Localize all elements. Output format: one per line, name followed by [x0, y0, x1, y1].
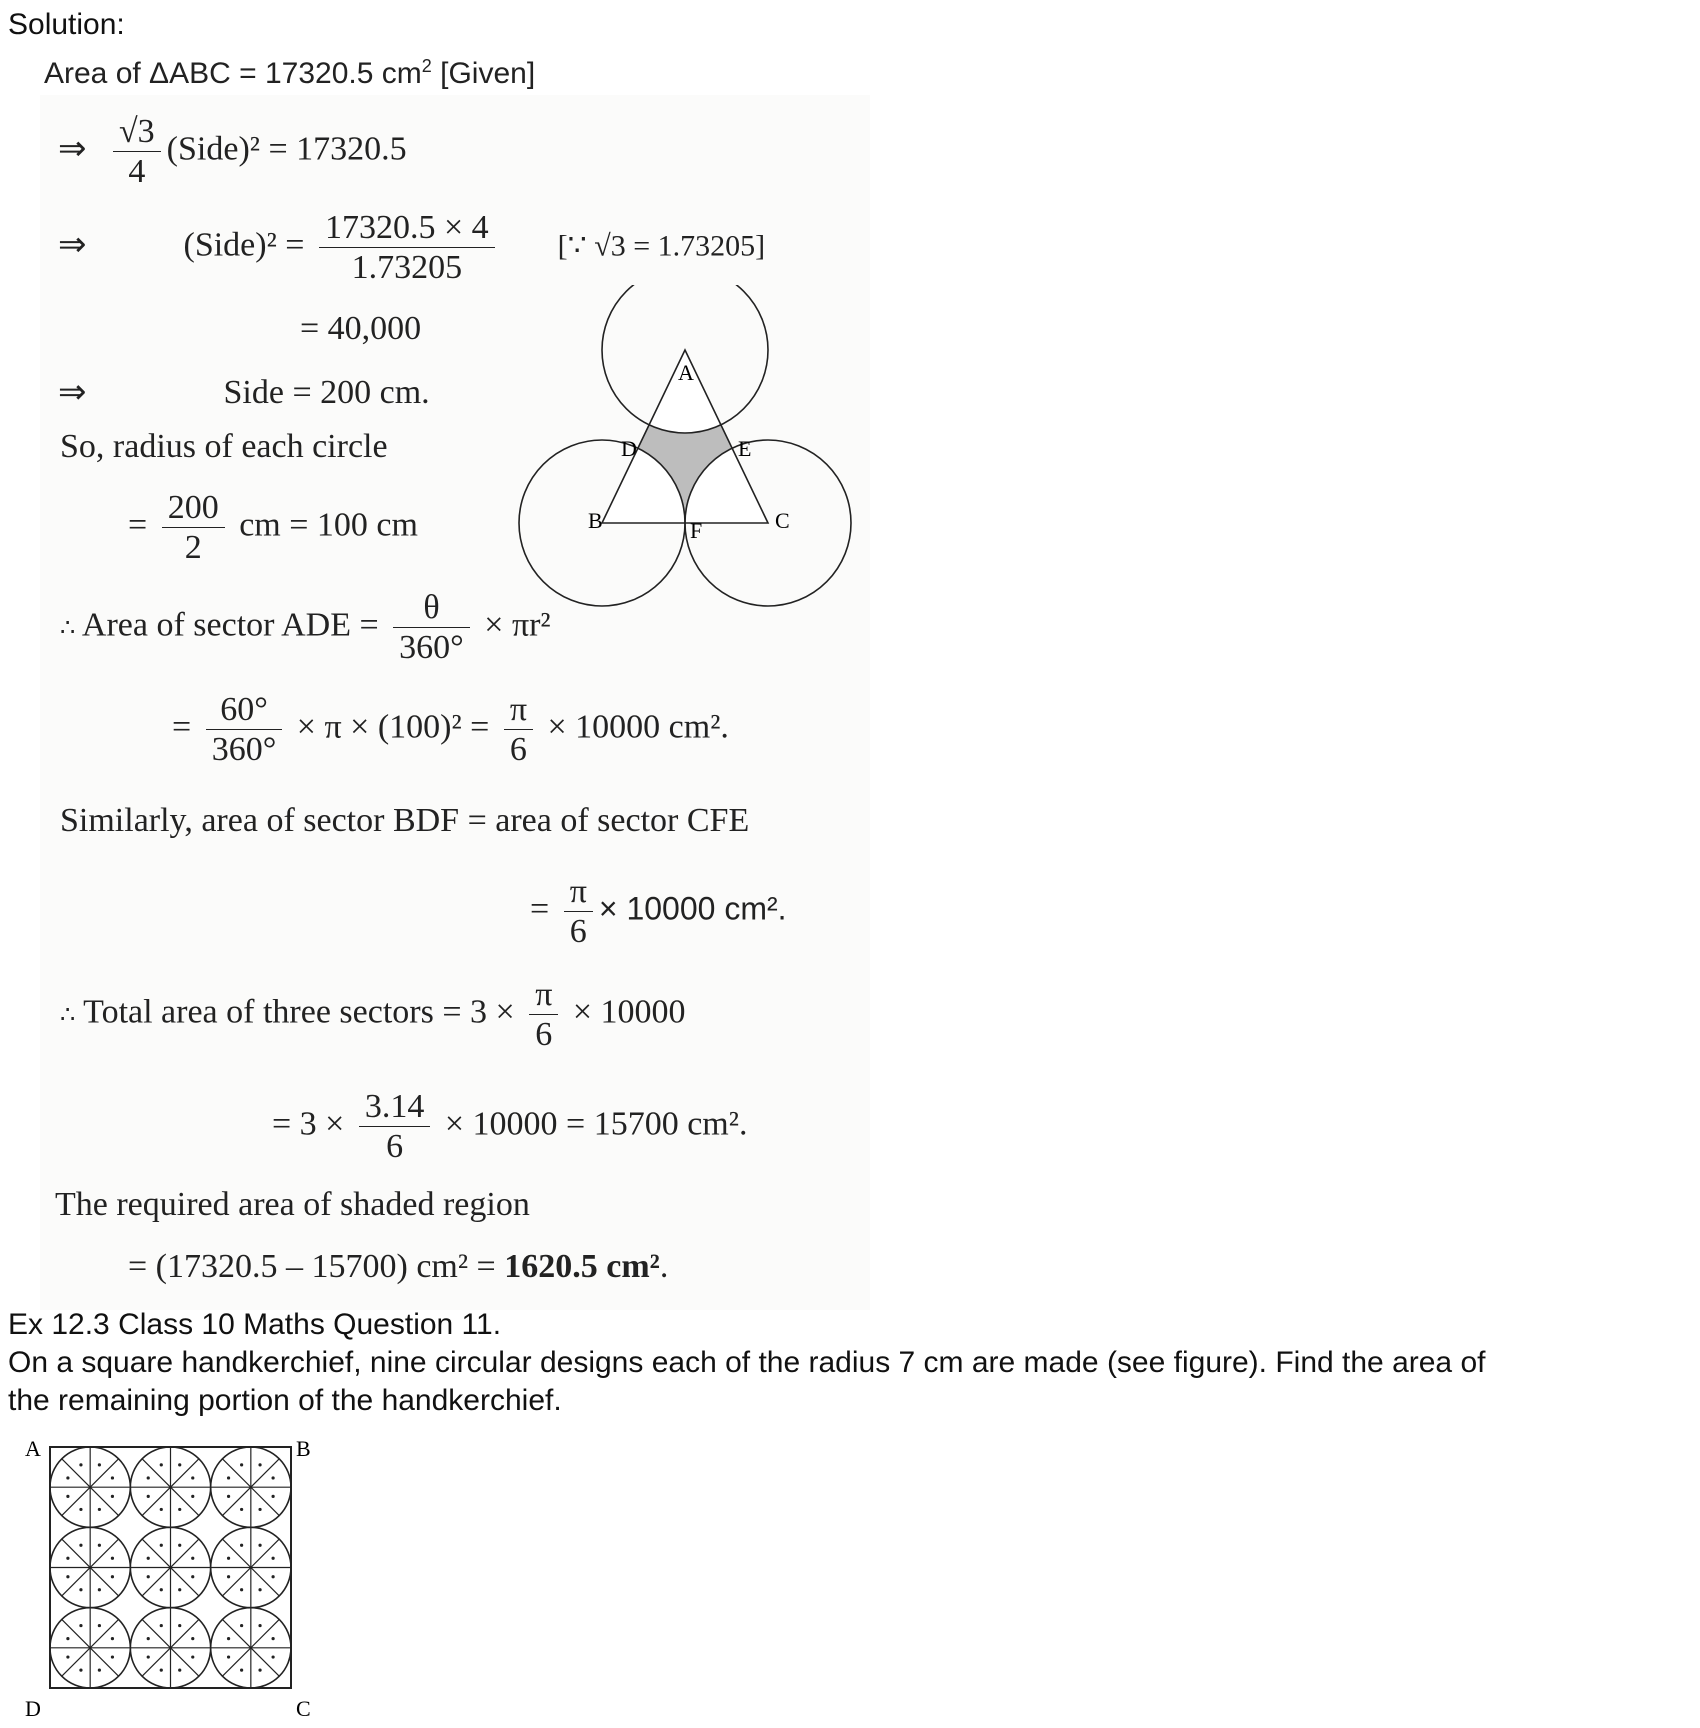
fraction-numerator: π [564, 872, 593, 912]
fraction-numerator: √3 [113, 112, 161, 152]
step-2 [58, 208, 765, 287]
design-dot [79, 1588, 82, 1591]
given-text: Area of ΔABC = 17320.5 cm [44, 57, 422, 90]
design-dot [178, 1588, 181, 1591]
design-dot [227, 1655, 230, 1658]
design-dot [147, 1655, 150, 1658]
design-dot [147, 1575, 150, 1578]
design-dot [271, 1575, 274, 1578]
step-8-middle: × π × (100)² = [296, 708, 490, 746]
design-dot [66, 1655, 69, 1658]
step-14 [128, 1248, 668, 1286]
design-dot [147, 1495, 150, 1498]
question-line-1: On a square handkerchief, nine circular designs each of the radius 7 cm are made (see figure). Find the area of [8, 1346, 1486, 1379]
step-4 [58, 372, 430, 412]
fraction-numerator: π [504, 690, 533, 730]
design-dot [240, 1544, 243, 1547]
design-dot [147, 1637, 150, 1640]
final-answer: 1620.5 cm² [504, 1248, 660, 1285]
design-dot [111, 1495, 114, 1498]
design-dot [79, 1544, 82, 1547]
design-dot [98, 1544, 101, 1547]
given-tag: [Given] [440, 57, 536, 90]
design-dot [111, 1637, 114, 1640]
design-dot [191, 1476, 194, 1479]
step-9: Similarly, area of sector BDF = area of sector CFE [60, 802, 750, 839]
fraction-denominator: 1.73205 [351, 249, 463, 287]
design-dot [271, 1476, 274, 1479]
design-dot [258, 1624, 261, 1627]
design-dot [227, 1575, 230, 1578]
design-dot [178, 1544, 181, 1547]
design-dot [258, 1588, 261, 1591]
design-dot [98, 1668, 101, 1671]
design-dot [160, 1668, 163, 1671]
design-dot [227, 1495, 230, 1498]
design-dot [98, 1588, 101, 1591]
circular-designs [50, 1447, 291, 1688]
label-c: C [775, 508, 790, 533]
design-dot [98, 1624, 101, 1627]
design-dot [240, 1463, 243, 1466]
step-6 [128, 488, 418, 567]
step-14-lhs: = (17320.5 – 15700) cm² = [128, 1248, 496, 1285]
fraction-denominator: 360° [399, 629, 464, 667]
step-12-rest: × 10000 = 15700 cm². [444, 1105, 748, 1143]
design-dot [160, 1508, 163, 1511]
design-dot [111, 1575, 114, 1578]
design-dot [66, 1476, 69, 1479]
design-dot [258, 1668, 261, 1671]
fraction-numerator: 3.14 [359, 1087, 431, 1127]
step-12-lhs: = 3 × [272, 1105, 345, 1143]
label-d: D [25, 1696, 41, 1721]
step-6-rest: cm = 100 cm [239, 506, 418, 544]
note-value: 1.73205] [657, 229, 766, 263]
step-12 [272, 1087, 747, 1166]
design-dot [147, 1476, 150, 1479]
fraction-numerator: θ [393, 588, 470, 628]
design-dot [66, 1637, 69, 1640]
design-dot [79, 1463, 82, 1466]
design-dot [98, 1508, 101, 1511]
note-eq: = [633, 229, 651, 263]
design-dot [271, 1495, 274, 1498]
step-1 [58, 112, 407, 191]
design-dot [178, 1463, 181, 1466]
handkerchief-figure [20, 1436, 340, 1726]
design-dot [240, 1624, 243, 1627]
design-dot [79, 1624, 82, 1627]
step-11-lhs: Total area of three sectors = 3 × [83, 993, 515, 1031]
label-d: D [621, 436, 637, 461]
label-b: B [296, 1436, 311, 1461]
design-dot [227, 1557, 230, 1560]
design-dot [178, 1668, 181, 1671]
step-5: So, radius of each circle [60, 428, 388, 465]
design-dot [160, 1588, 163, 1591]
label-e: E [738, 436, 752, 461]
equals: = [128, 506, 148, 544]
step-7 [60, 588, 551, 667]
therefore-symbol: ∴ [60, 1002, 76, 1029]
design-dot [240, 1508, 243, 1511]
given-exponent: 2 [421, 56, 432, 76]
implies-arrow: ⇒ [58, 130, 87, 168]
step-7-rest: × πr² [484, 606, 551, 644]
fraction-denominator: 6 [569, 913, 587, 951]
design-dot [191, 1655, 194, 1658]
step-14-end: . [659, 1248, 669, 1285]
note-root: √3 [594, 229, 626, 263]
solution-heading: Solution: [8, 8, 125, 41]
step-7-lhs: Area of sector ADE = [81, 606, 379, 644]
design-dot [160, 1544, 163, 1547]
step-10 [530, 872, 787, 951]
design-dot [227, 1476, 230, 1479]
design-dot [79, 1668, 82, 1671]
label-f: F [690, 518, 703, 543]
label-b: B [588, 508, 603, 533]
label-c: C [296, 1696, 311, 1721]
note-open: [∵ [557, 229, 587, 263]
fraction-denominator: 6 [509, 731, 527, 769]
design-dot [178, 1624, 181, 1627]
step-10-rest: × 10000 cm². [598, 890, 787, 927]
design-dot [66, 1575, 69, 1578]
three-circles-figure [510, 285, 870, 615]
design-dot [191, 1575, 194, 1578]
design-dot [240, 1668, 243, 1671]
question-line-2: the remaining portion of the handkerchief. [8, 1384, 562, 1417]
design-dot [258, 1544, 261, 1547]
step-8 [172, 690, 729, 769]
design-dot [271, 1557, 274, 1560]
implies-arrow: ⇒ [58, 226, 87, 264]
label-a: A [25, 1436, 41, 1461]
fraction-denominator: 360° [211, 731, 277, 769]
design-dot [271, 1655, 274, 1658]
design-dot [191, 1637, 194, 1640]
fraction-numerator: 60° [206, 690, 283, 730]
design-dot [227, 1637, 230, 1640]
design-dot [111, 1655, 114, 1658]
step-2-lhs: (Side)² = [183, 226, 305, 264]
design-dot [191, 1557, 194, 1560]
design-dot [271, 1637, 274, 1640]
design-dot [160, 1463, 163, 1466]
fraction-denominator: 4 [128, 153, 146, 191]
given-line [44, 56, 535, 91]
design-dot [240, 1588, 243, 1591]
design-dot [79, 1508, 82, 1511]
equals: = [530, 890, 550, 928]
step-8-rest: × 10000 cm². [547, 708, 729, 746]
design-dot [66, 1557, 69, 1560]
question-title: Ex 12.3 Class 10 Maths Question 11. [8, 1308, 502, 1341]
label-a: A [678, 360, 694, 385]
design-dot [258, 1508, 261, 1511]
design-dot [258, 1463, 261, 1466]
implies-arrow: ⇒ [58, 374, 87, 411]
design-dot [147, 1557, 150, 1560]
design-dot [111, 1557, 114, 1560]
step-4-text: Side = 200 cm. [223, 374, 430, 411]
design-dot [178, 1508, 181, 1511]
therefore-symbol: ∴ [60, 615, 76, 642]
design-dot [160, 1624, 163, 1627]
fraction-denominator: 2 [184, 529, 202, 567]
step-13: The required area of shaded region [55, 1186, 530, 1223]
fraction-denominator: 6 [386, 1128, 404, 1166]
design-dot [191, 1495, 194, 1498]
fraction-numerator: π [529, 975, 558, 1015]
step-1-rest: (Side)² = 17320.5 [166, 130, 407, 168]
step-3: = 40,000 [300, 310, 422, 347]
design-dot [111, 1476, 114, 1479]
step-11 [60, 975, 686, 1054]
fraction-numerator: 17320.5 × 4 [319, 208, 495, 248]
fraction-numerator: 200 [162, 488, 225, 528]
design-dot [98, 1463, 101, 1466]
step-11-rest: × 10000 [572, 993, 686, 1031]
fraction-denominator: 6 [535, 1016, 553, 1054]
equals: = [172, 708, 192, 746]
design-dot [66, 1495, 69, 1498]
